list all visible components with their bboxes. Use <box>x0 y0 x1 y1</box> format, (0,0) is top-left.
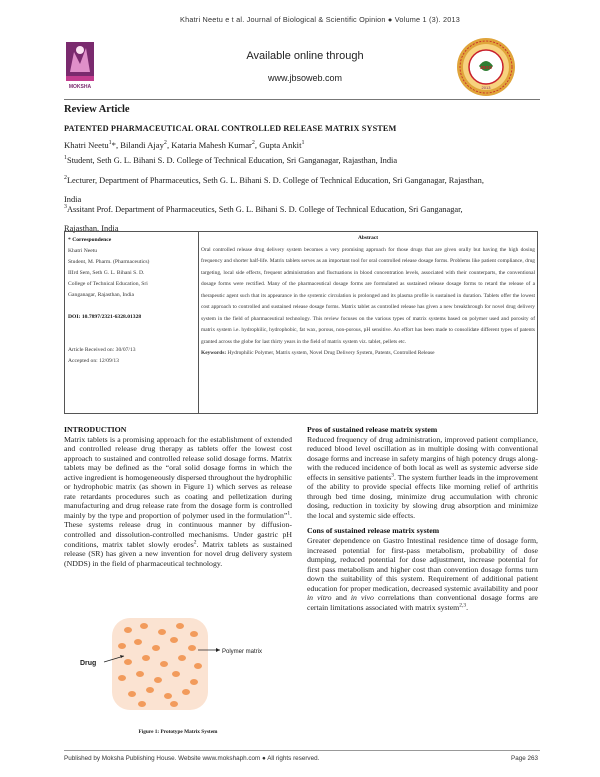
affiliation-text-cont: India <box>64 195 82 204</box>
drug-particle <box>154 677 162 683</box>
introduction-paragraph: Matrix tablets is a promising approach for the establishment of extended and controlled release drug therapy as tablets offer the lowest cost approach to sustained and controlled release solid dosage forms. Matrix tablets may be defined as the “oral solid dosage forms in which the active ingredient is homogeneously dispersed throughout the hydrophilic or hydrophobic matrix (as shown in Figure 1) which serves as release rate retardants procedures such as coating and pelletization during manufacturing and drug release rate from the dosage form is controlled mainly by the type and proportion of polymer used in the formulation”$^1$. These systems release drug in continuous manner by diffusion-controlled and dissolution-controlled mechanisms. Under gastric pH conditions, matrix tablet slowly erodes$^2$. Matrix tablets as sustained release (SR) has given a new invention for novel drug delivery system (NDDS) in the field of pharmaceutical technology. <box>64 434 292 568</box>
correspondence-line: College of Technical Education, Sri <box>68 281 148 287</box>
page-number: Page 263 <box>511 755 538 762</box>
affiliation-text: Student, Seth G. L. Bihani S. D. College of Technical Education, Sri Ganganagar, Rajasthan, India <box>66 156 398 165</box>
author-name: Khatri Neetu <box>64 140 109 150</box>
affiliation-number: 1 <box>64 155 67 162</box>
drug-particle <box>138 701 146 707</box>
author-name: Kataria Mahesh Kumar <box>171 140 252 150</box>
author-affil-ref: 1 <box>301 140 305 147</box>
correspondence-panel <box>68 235 196 367</box>
drug-particle <box>188 645 196 651</box>
left-column <box>64 425 292 568</box>
drug-particle <box>160 661 168 667</box>
drug-particle <box>118 643 126 649</box>
journal-url[interactable]: www.jbsoweb.com <box>267 73 343 83</box>
affiliation-text-cont: Rajasthan, India <box>64 224 119 233</box>
journal-seal <box>455 36 517 98</box>
citation: 2,3 <box>459 602 467 609</box>
drug-label: Drug <box>80 660 97 667</box>
affiliation-number: 3 <box>64 204 67 211</box>
section-heading-introduction: INTRODUCTION <box>64 425 127 434</box>
drug-particle <box>170 637 178 643</box>
drug-particle <box>176 623 184 629</box>
seal-text: JBSO <box>479 65 493 70</box>
correspondence-line: Khatri Neetu <box>68 248 98 254</box>
drug-particle <box>158 629 166 635</box>
drug-particle <box>128 691 136 697</box>
author-separator: , <box>115 140 121 150</box>
author-name: Gupta Ankit <box>259 140 302 150</box>
corresponding-mark: * <box>111 140 116 150</box>
drug-particle <box>124 627 132 633</box>
drug-particle <box>124 659 132 665</box>
drug-particle <box>170 701 178 707</box>
cons-paragraph: Greater dependence on Gastro Intestinal residence time of dosage form, increased potential for first-pass metabolism, probability of dose dumping, reduced potential for dose adjustment, increase potential for first pass metabolism and higher cost than convention dosage forms turn down the suitability of this system. Requirement of additional patient education for proper medication, decreased systemic availability and poor in vitro and in vivo correlations than conventional dosage forms are certain limitations associated with matrix system$^{2,3}$. <box>307 536 539 612</box>
figure-1 <box>76 610 296 715</box>
paper-title: PATENTED PHARMACEUTICAL ORAL CONTROLLED RELEASE MATRIX SYSTEM <box>64 124 397 133</box>
drug-particle <box>190 631 198 637</box>
author-name: Bilandi Ajay <box>120 140 164 150</box>
header-rule <box>64 99 540 100</box>
accepted-date: Accepted on: 12/09/13 <box>68 358 119 364</box>
drug-particle <box>172 671 180 677</box>
right-column <box>307 425 538 612</box>
polymer-matrix-label: Polymer matrix <box>222 649 263 655</box>
drug-particle <box>118 675 126 681</box>
journal-running-header: Khatri Neetu e t al. Journal of Biological & Scientific Opinion ● Volume 1 (3). 2013 <box>180 15 460 24</box>
drug-particle <box>136 671 144 677</box>
author-affil-ref: 2 <box>251 140 255 147</box>
drug-particle <box>152 645 160 651</box>
available-online-text: Available online through <box>246 50 364 62</box>
affiliation-1 <box>64 151 538 170</box>
author-list <box>64 140 304 150</box>
pros-paragraph: Reduced frequency of drug administration, improved patient compliance, reduced blood level oscillation as in multiple dosing with conventional dosage forms and increase in safety margins of high potency drugs along-with the reduced incidence of both local as well as systemic adverse side effects in sensitive patients$^3$. The system further leads in the improvement of the ability to provide special effects like morning relief of arthritis through bed time dosing, minimize drug accumulation with chronic dosing, reduction in toxicity by slowing drug absorption and minimize the local and systemic side effects. <box>307 434 538 520</box>
affiliation-number: 2 <box>64 175 67 182</box>
section-heading-pros: Pros of sustained release matrix system <box>307 425 438 434</box>
drug-particle <box>194 663 202 669</box>
keywords-text: Hydrophilic Polymer, Matrix system, Novel Drug Delivery System, Patents, Controlled Release <box>226 350 435 357</box>
drug-particle <box>142 655 150 661</box>
drug-particle <box>190 679 198 685</box>
correspondence-line: Ganganagar, Rajasthan, India <box>68 292 134 298</box>
abstract-text: Oral controlled release drug delivery system becomes a very promising approach for those drugs that are given orally but having the high dosing frequency and shorter half-life. Matrix tablets serves as an important tool for oral controlled release dosage forms. Problems like patient compliance, drug targeting, local side effects, frequent administration and fluctuations in blood concentration levels, associated with their counterparts, the conventional dosage forms were rectified. Many of the pharmaceutical dosage forms are formulated as sustained release dosage forms to retard the release of a therapeutic agent such that its appearance in the systemic circulation is prolonged and its plasma profile is sustained in duration. Tablets offer the lowest cost approach to controlled and sustained release dosage forms. Matrix tablet as controlled release has given a new breakthrough for novel drug delivery system in the field of pharmaceutical technology. This review focuses on the various types of matrix systems based on polymer used and porosity of matrix system i.e. hydrophilic, hydrophobic, fat wax, porous, non-porous, pH sensitive. An effort has been made to consolidate different types of patents granted across the globe for last thirty years in the field of matrix system viz. tablet, pellets etc. <box>201 246 535 345</box>
drug-particle <box>178 655 186 661</box>
affiliation-text: Assitant Prof. Department of Pharmaceutics, Seth G. L. Bihani S. D. College of Technical Education, Sri Ganganagar, <box>66 205 463 214</box>
citation: 3 <box>391 472 394 479</box>
figure-caption: Figure 1: Prototype Matrix System <box>138 729 218 735</box>
abstract-panel <box>201 233 535 360</box>
seal-year: 2013 <box>481 85 491 90</box>
drug-particle <box>140 623 148 629</box>
abstract-heading: Abstract <box>357 235 379 241</box>
publisher-logo <box>64 38 96 96</box>
footer-rule <box>64 750 540 751</box>
keywords-label: Keywords: <box>201 350 227 357</box>
doi[interactable]: DOI: 10.7897/2321-6328.01328 <box>68 314 142 320</box>
author-separator: , <box>166 140 172 150</box>
section-heading-cons: Cons of sustained release matrix system <box>307 526 440 536</box>
footer-publisher: Published by Moksha Publishing House. Website www.mokshaph.com ● All rights reserved. <box>64 755 320 762</box>
drug-particle <box>182 689 190 695</box>
citation: 1 <box>287 510 291 517</box>
abstract-box-divider <box>198 231 199 414</box>
article-type: Review Article <box>64 104 130 115</box>
correspondence-heading: * Correspondence <box>68 237 112 243</box>
author-separator: , <box>254 140 260 150</box>
drug-particle <box>134 639 142 645</box>
logo-text: MOKSHA <box>68 84 92 90</box>
drug-particle <box>146 687 154 693</box>
keywords <box>201 348 535 360</box>
received-date: Article Received on: 30/07/13 <box>68 347 136 353</box>
author-affil-ref: 2 <box>163 140 167 147</box>
author-affil-ref: 1 <box>108 140 112 147</box>
correspondence-line: IIIrd Sem, Seth G. L. Bihani S. D. <box>68 270 145 276</box>
citation: 2 <box>193 538 197 545</box>
correspondence-line: Student, M. Pharm. (Pharmaceutics) <box>68 259 150 265</box>
drug-particle <box>164 693 172 699</box>
affiliation-text: Lecturer, Department of Pharmaceutics, Seth G. L. Bihani S. D. College of Technical Education, Sri Ganganagar, Rajasthan, <box>66 176 484 185</box>
